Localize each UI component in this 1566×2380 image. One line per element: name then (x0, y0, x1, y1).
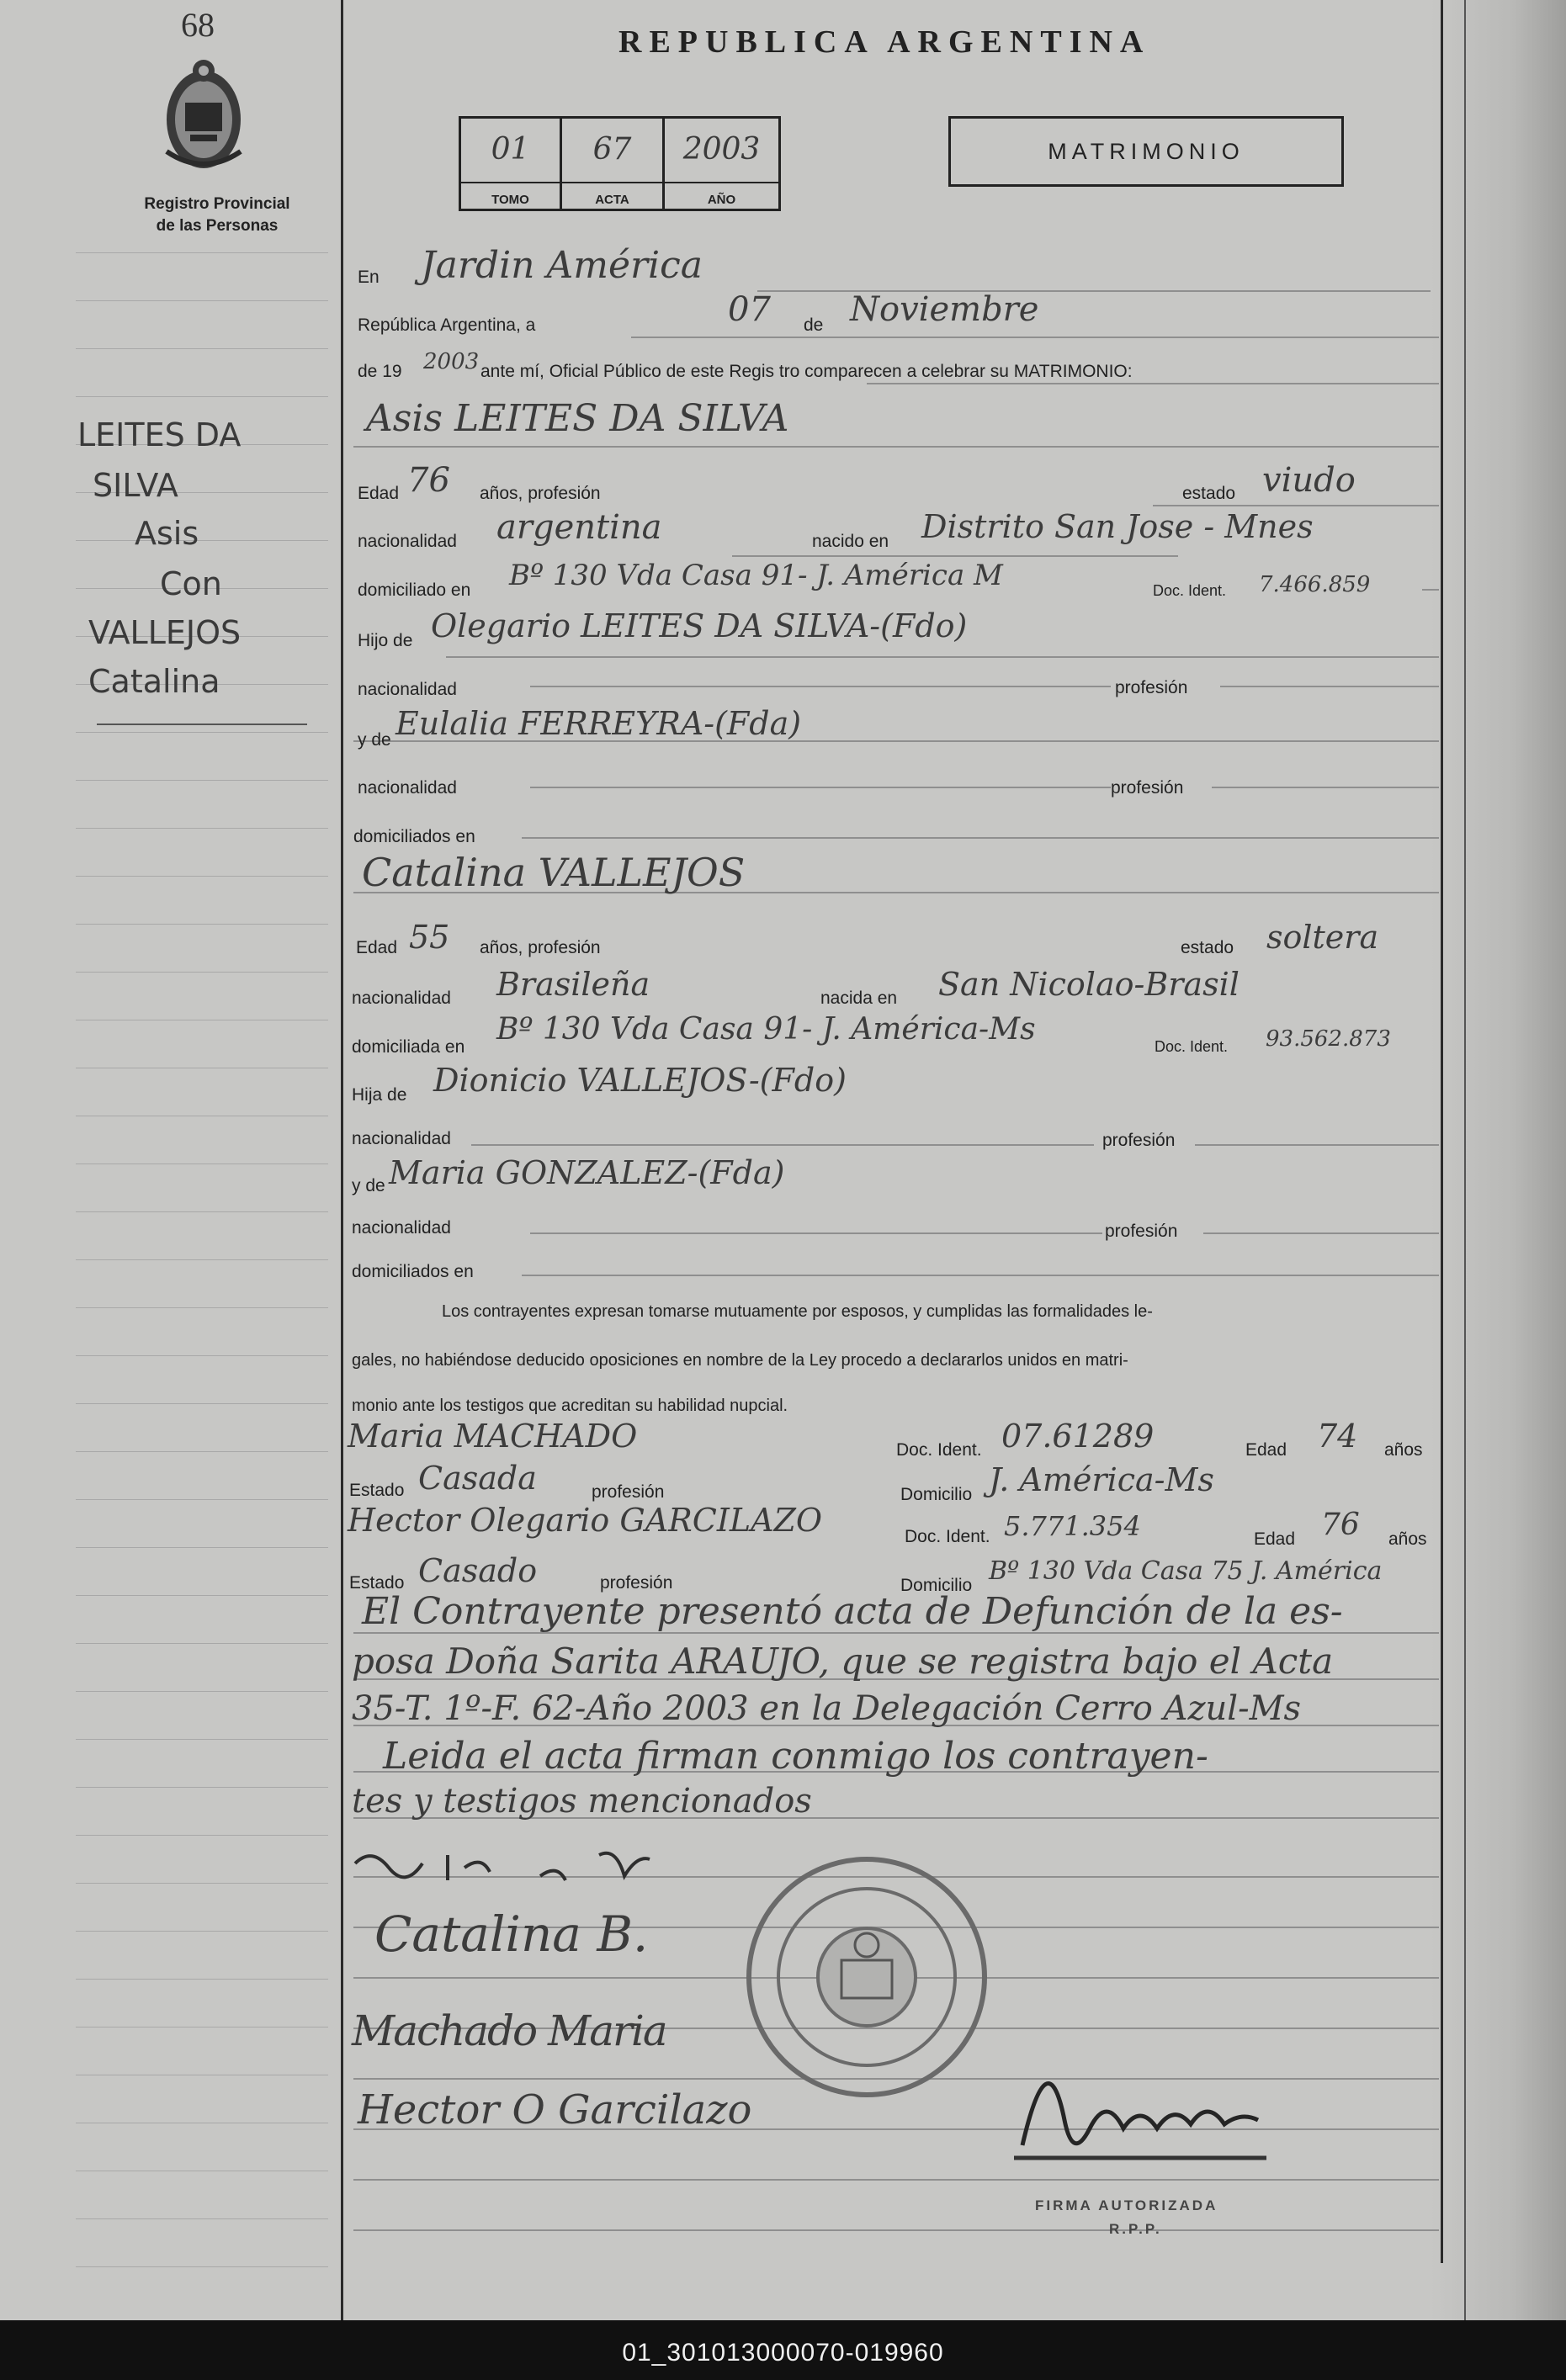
form-rule-line (631, 337, 1439, 338)
margin-note-line: Con (160, 565, 222, 602)
note-line: El Contrayente presentó acta de Defunción de la es- (362, 1590, 1343, 1633)
bride-domiciliados-label: domiciliados en (352, 1262, 474, 1281)
groom-estado: viudo (1262, 461, 1356, 500)
margin-rule-line (76, 396, 328, 397)
registry-line-2: de las Personas (156, 217, 279, 235)
margin-rule-line (76, 1739, 328, 1740)
anio-value: 2003 (682, 132, 761, 167)
tomo-acta-anio-table (459, 116, 781, 211)
bride-age: 55 (409, 919, 450, 956)
year-prefix: de 19 (358, 362, 402, 381)
groom-nac-label: nacionalidad (358, 532, 457, 551)
margin-rule-line (76, 1403, 328, 1404)
right-margin-border (1441, 0, 1443, 2263)
form-rule-line (530, 1232, 1102, 1234)
signature-witness1: Machado Maria (352, 2006, 666, 2055)
form-rule-line (1212, 787, 1439, 788)
groom-nac2-label: nacionalidad (358, 680, 457, 699)
margin-rule-line (76, 1259, 328, 1260)
margin-rule-line (76, 1931, 328, 1932)
margin-rule-line (76, 300, 328, 301)
bride-nac-label: nacionalidad (352, 989, 451, 1008)
witness2-doc-label: Doc. Ident. (905, 1527, 990, 1546)
groom-nationality: argentina (496, 508, 662, 547)
witness2-domicilio-label: Domicilio (900, 1576, 973, 1595)
signature-bride: Catalina B. (374, 1906, 649, 1963)
tomo-label: TOMO (491, 193, 529, 207)
de-label: de (804, 315, 824, 335)
witness2-estado: Casado (418, 1552, 538, 1589)
margin-rule-line (76, 540, 328, 541)
groom-nac3-label: nacionalidad (358, 778, 457, 798)
bride-nationality: Brasileña (496, 966, 650, 1003)
form-rule-line (446, 656, 1439, 658)
witness1-estado-label: Estado (349, 1481, 405, 1500)
acta-value: 67 (592, 132, 632, 167)
coat-of-arms-seal-icon (160, 50, 247, 177)
bride-prof3-label: profesión (1105, 1222, 1178, 1241)
margin-note-line: VALLEJOS (88, 614, 242, 651)
country-title: REPUBLICA ARGENTINA (618, 24, 1151, 60)
margin-rule-line (76, 252, 328, 253)
margin-rule-line (76, 972, 328, 973)
margin-note-line: Catalina (88, 663, 220, 700)
declaration-line: monio ante los testigos que acreditan su habilidad nupcial. (352, 1397, 788, 1415)
anio-cell (665, 119, 778, 209)
margin-rule-line (76, 1883, 328, 1884)
groom-prof3-label: profesión (1111, 778, 1184, 798)
margin-rule-line (76, 924, 328, 925)
margin-rule-line (76, 1835, 328, 1836)
acta-cell (562, 119, 665, 209)
margin-note-line: LEITES DA (77, 416, 242, 453)
form-rule-line (522, 837, 1439, 839)
tomo-value: 01 (491, 132, 530, 167)
witness1-edad-label: Edad (1245, 1440, 1287, 1460)
bride-doc-label: Doc. Ident. (1155, 1038, 1229, 1055)
bride-dom-label: domiciliada en (352, 1037, 465, 1057)
groom-name: Asis LEITES DA SILVA (366, 397, 789, 440)
bride-estado: soltera (1266, 919, 1379, 956)
groom-mother: Eulalia FERREYRA-(Fda) (395, 705, 802, 742)
declaration-line: gales, no habiéndose deducido oposiciones en nombre de la Ley procedo a declararlos unidos en matri- (352, 1351, 1128, 1370)
groom-hijo-label: Hijo de (358, 631, 413, 650)
declaration-line: Los contrayentes expresan tomarse mutuamente por esposos, y cumplidas las formalidades le- (442, 1302, 1153, 1321)
form-rule-line (867, 383, 1439, 384)
groom-age: 76 (407, 461, 450, 500)
groom-doc: 7.466.859 (1259, 572, 1371, 597)
bride-prof-label: años, profesión (480, 938, 601, 957)
anio-label: AÑO (707, 193, 736, 207)
day-value: 07 (728, 290, 771, 329)
stamp-rpp: R.P.P. (1109, 2221, 1162, 2237)
note-line: Leida el acta firman conmigo los contrayen- (383, 1735, 1208, 1778)
form-rule-line (1195, 1144, 1439, 1146)
groom-domiciliados-label: domiciliados en (353, 827, 475, 846)
form-rule-line (353, 2229, 1439, 2231)
official-signature (997, 2019, 1275, 2171)
month-value: Noviembre (850, 290, 1039, 329)
form-rule-line (1422, 589, 1439, 591)
witness1-prof-label: profesión (592, 1482, 665, 1502)
form-rule-line (732, 555, 1178, 557)
signature-scribble (347, 1830, 717, 1906)
margin-rule-line (76, 876, 328, 877)
groom-dom-label: domiciliado en (358, 580, 471, 600)
margin-rule-line (76, 1643, 328, 1644)
bride-father: Dionicio VALLEJOS-(Fdo) (433, 1062, 847, 1099)
groom-nacido-label: nacido en (812, 532, 889, 551)
bride-nac2-label: nacionalidad (352, 1129, 451, 1148)
groom-prof-label: años, profesión (480, 484, 601, 503)
bride-mother: Maria GONZALEZ-(Fda) (389, 1154, 785, 1191)
witness1-doc-label: Doc. Ident. (896, 1440, 982, 1460)
year-value: 2003 (423, 349, 480, 374)
form-rule-line (1203, 1232, 1439, 1234)
margin-rule-line (76, 1355, 328, 1356)
en-label: En (358, 268, 380, 287)
groom-father: Olegario LEITES DA SILVA-(Fdo) (431, 607, 968, 644)
witness2-age: 76 (1321, 1508, 1360, 1542)
outer-border (1464, 0, 1466, 2320)
year-text: ante mí, Oficial Público de este Regis tro comparecen a celebrar su MATRIMONIO: (480, 362, 1133, 381)
margin-rule-line (76, 732, 328, 733)
groom-yde-label: y de (358, 730, 391, 750)
witness2-anos-label: años (1388, 1529, 1427, 1549)
margin-rule-line (76, 348, 328, 349)
bride-prof2-label: profesión (1102, 1131, 1176, 1150)
form-rule-line (353, 446, 1439, 448)
registry-line-1: Registro Provincial (144, 195, 290, 213)
bride-hija-label: Hija de (352, 1085, 407, 1105)
form-rule-line (471, 1144, 1094, 1146)
margin-note-underline (97, 724, 307, 725)
form-rule-line (522, 1275, 1439, 1276)
bride-edad-label: Edad (356, 938, 398, 957)
republica-label: República Argentina, a (358, 315, 536, 335)
margin-rule-line (76, 1451, 328, 1452)
groom-doc-label: Doc. Ident. (1153, 582, 1227, 599)
bride-estado-label: estado (1181, 938, 1234, 957)
margin-note-line: SILVA (93, 467, 178, 504)
witness2-doc: 5.771.354 (1004, 1510, 1141, 1542)
witness2-domicilio: Bº 130 Vda Casa 75 J. América (989, 1556, 1383, 1586)
margin-rule-line (76, 1787, 328, 1788)
margin-rule-line (76, 1211, 328, 1212)
margin-rule-line (76, 1163, 328, 1164)
margin-note-line: Asis (135, 515, 199, 552)
form-rule-line (530, 787, 1111, 788)
margin-rule-line (76, 2027, 328, 2028)
note-line: tes y testigos mencionados (352, 1782, 812, 1821)
form-rule-line (1153, 505, 1439, 506)
bride-nacida-label: nacida en (820, 989, 898, 1008)
page-number: 68 (181, 6, 215, 44)
note-line: posa Doña Sarita ARAUJO, que se registra bajo el Acta (352, 1641, 1334, 1682)
scan-identifier: 01_301013000070-019960 (622, 2339, 944, 2367)
margin-rule-line (76, 1979, 328, 1980)
margin-rule-line (76, 1547, 328, 1548)
record-type-box: MATRIMONIO (948, 116, 1344, 187)
margin-rule-line (76, 1307, 328, 1308)
groom-birthplace: Distrito San Jose - Mnes (921, 508, 1314, 545)
signature-witness2: Hector O Garcilazo (358, 2086, 752, 2134)
page-edge-shadow (1431, 0, 1566, 2320)
margin-rule-line (76, 2266, 328, 2267)
groom-address: Bº 130 Vda Casa 91- J. América M (509, 559, 1003, 592)
tomo-cell (461, 119, 562, 209)
registry-name (116, 193, 318, 237)
witness1-name: Maria MACHADO (348, 1418, 638, 1455)
note-line: 35-T. 1º-F. 62-Año 2003 en la Delegación Cerro Azul-Ms (352, 1689, 1302, 1728)
acta-label: ACTA (595, 193, 629, 207)
margin-rule-line (76, 780, 328, 781)
official-round-stamp-icon (741, 1851, 993, 2103)
margin-rule-line (76, 1595, 328, 1596)
witness1-domicilio: J. América-Ms (989, 1461, 1214, 1498)
witness1-estado: Casada (418, 1460, 537, 1497)
form-rule-line (353, 2179, 1439, 2181)
margin-rule-line (76, 828, 328, 829)
witness2-prof-label: profesión (600, 1573, 673, 1593)
groom-prof2-label: profesión (1115, 678, 1188, 697)
witness2-estado-label: Estado (349, 1573, 405, 1593)
stamp-firma-autorizada: FIRMA AUTORIZADA (1035, 2197, 1218, 2213)
witness1-anos-label: años (1384, 1440, 1423, 1460)
witness1-domicilio-label: Domicilio (900, 1485, 973, 1504)
witness1-doc: 07.61289 (1001, 1418, 1155, 1455)
bride-birthplace: San Nicolao-Brasil (938, 966, 1240, 1003)
place-value: Jardin América (421, 244, 703, 287)
bride-yde-label: y de (352, 1176, 385, 1195)
witness2-name: Hector Olegario GARCILAZO (348, 1502, 823, 1539)
witness1-age: 74 (1317, 1418, 1358, 1455)
bride-nac3-label: nacionalidad (352, 1218, 451, 1238)
form-rule-line (1220, 686, 1439, 687)
bride-address: Bº 130 Vda Casa 91- J. América-Ms (496, 1012, 1036, 1047)
witness2-edad-label: Edad (1254, 1529, 1296, 1549)
bride-name: Catalina VALLEJOS (362, 850, 746, 895)
groom-estado-label: estado (1182, 484, 1236, 503)
margin-rule-line (76, 2218, 328, 2219)
margin-rule-line (76, 1691, 328, 1692)
left-margin-border (341, 0, 343, 2320)
form-rule-line (530, 686, 1111, 687)
margin-rule-line (76, 1499, 328, 1500)
groom-edad-label: Edad (358, 484, 400, 503)
bride-doc: 93.562.873 (1266, 1026, 1391, 1052)
